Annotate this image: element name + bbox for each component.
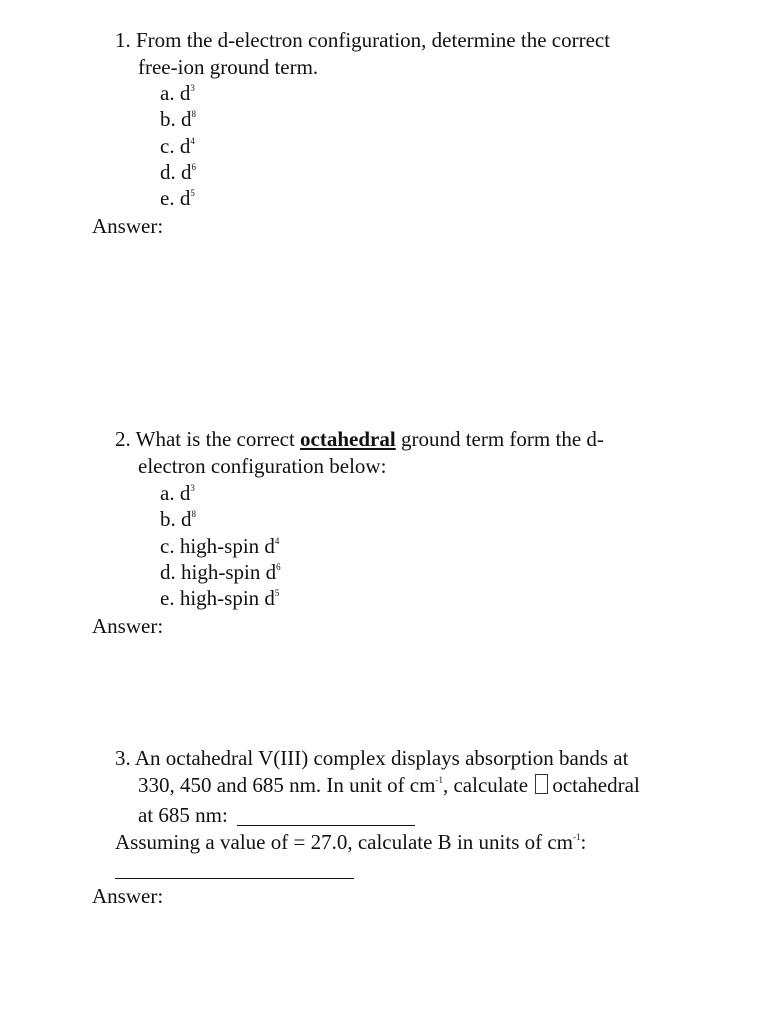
q3-line3: at 685 nm:	[138, 802, 415, 828]
q1-option-d: d. $d^6$	[160, 160, 196, 184]
answer-blank-2[interactable]	[115, 858, 354, 879]
q2-answer-label: Answer:	[92, 614, 164, 638]
q2-option-e: e. high-spin $d^5$	[160, 586, 280, 610]
q1-line2: free-ion ground term.	[138, 55, 319, 79]
q2-line2: electron configuration below:	[138, 454, 387, 478]
q2-number: 2.	[115, 427, 131, 451]
q1-option-c: c. $d^4$	[160, 134, 195, 158]
q3-line4: Assuming a value of = 27.0, calculate B in units of $cm^{-1}$:	[115, 830, 587, 854]
missing-glyph-icon	[535, 774, 548, 794]
q2-option-a: a. $d^3$	[160, 481, 195, 505]
q2-option-b: b. $d^8$	[160, 507, 196, 531]
q2-option-c: c. high-spin $d^4$	[160, 534, 280, 558]
q3-answer-label: Answer:	[92, 884, 164, 908]
q2-option-d: d. high-spin $d^6$	[160, 560, 281, 584]
q1-text-line1: From the d-electron configuration, determine the correct	[136, 28, 611, 52]
q2-line1: 2. What is the correct octahedral ground term form the d-	[115, 427, 604, 451]
q3-line2: 330, 450 and 685 nm. In unit of $cm^{-1}$, calculate octahedral	[138, 773, 640, 797]
q1-option-b: b. $d^8$	[160, 107, 196, 131]
q1-option-a: a. $d^3$	[160, 81, 195, 105]
answer-blank-1[interactable]	[237, 805, 415, 826]
q3-number: 3.	[115, 746, 131, 770]
q1-line1	[115, 27, 610, 53]
q3-line1: 3. An octahedral V(III) complex displays absorption bands at	[115, 746, 629, 770]
q1-option-e: e. $d^5$	[160, 186, 195, 210]
q1-answer-label: Answer:	[92, 214, 164, 238]
q1-number: 1.	[115, 28, 131, 52]
q2-emphasis-octahedral: octahedral	[300, 427, 396, 451]
